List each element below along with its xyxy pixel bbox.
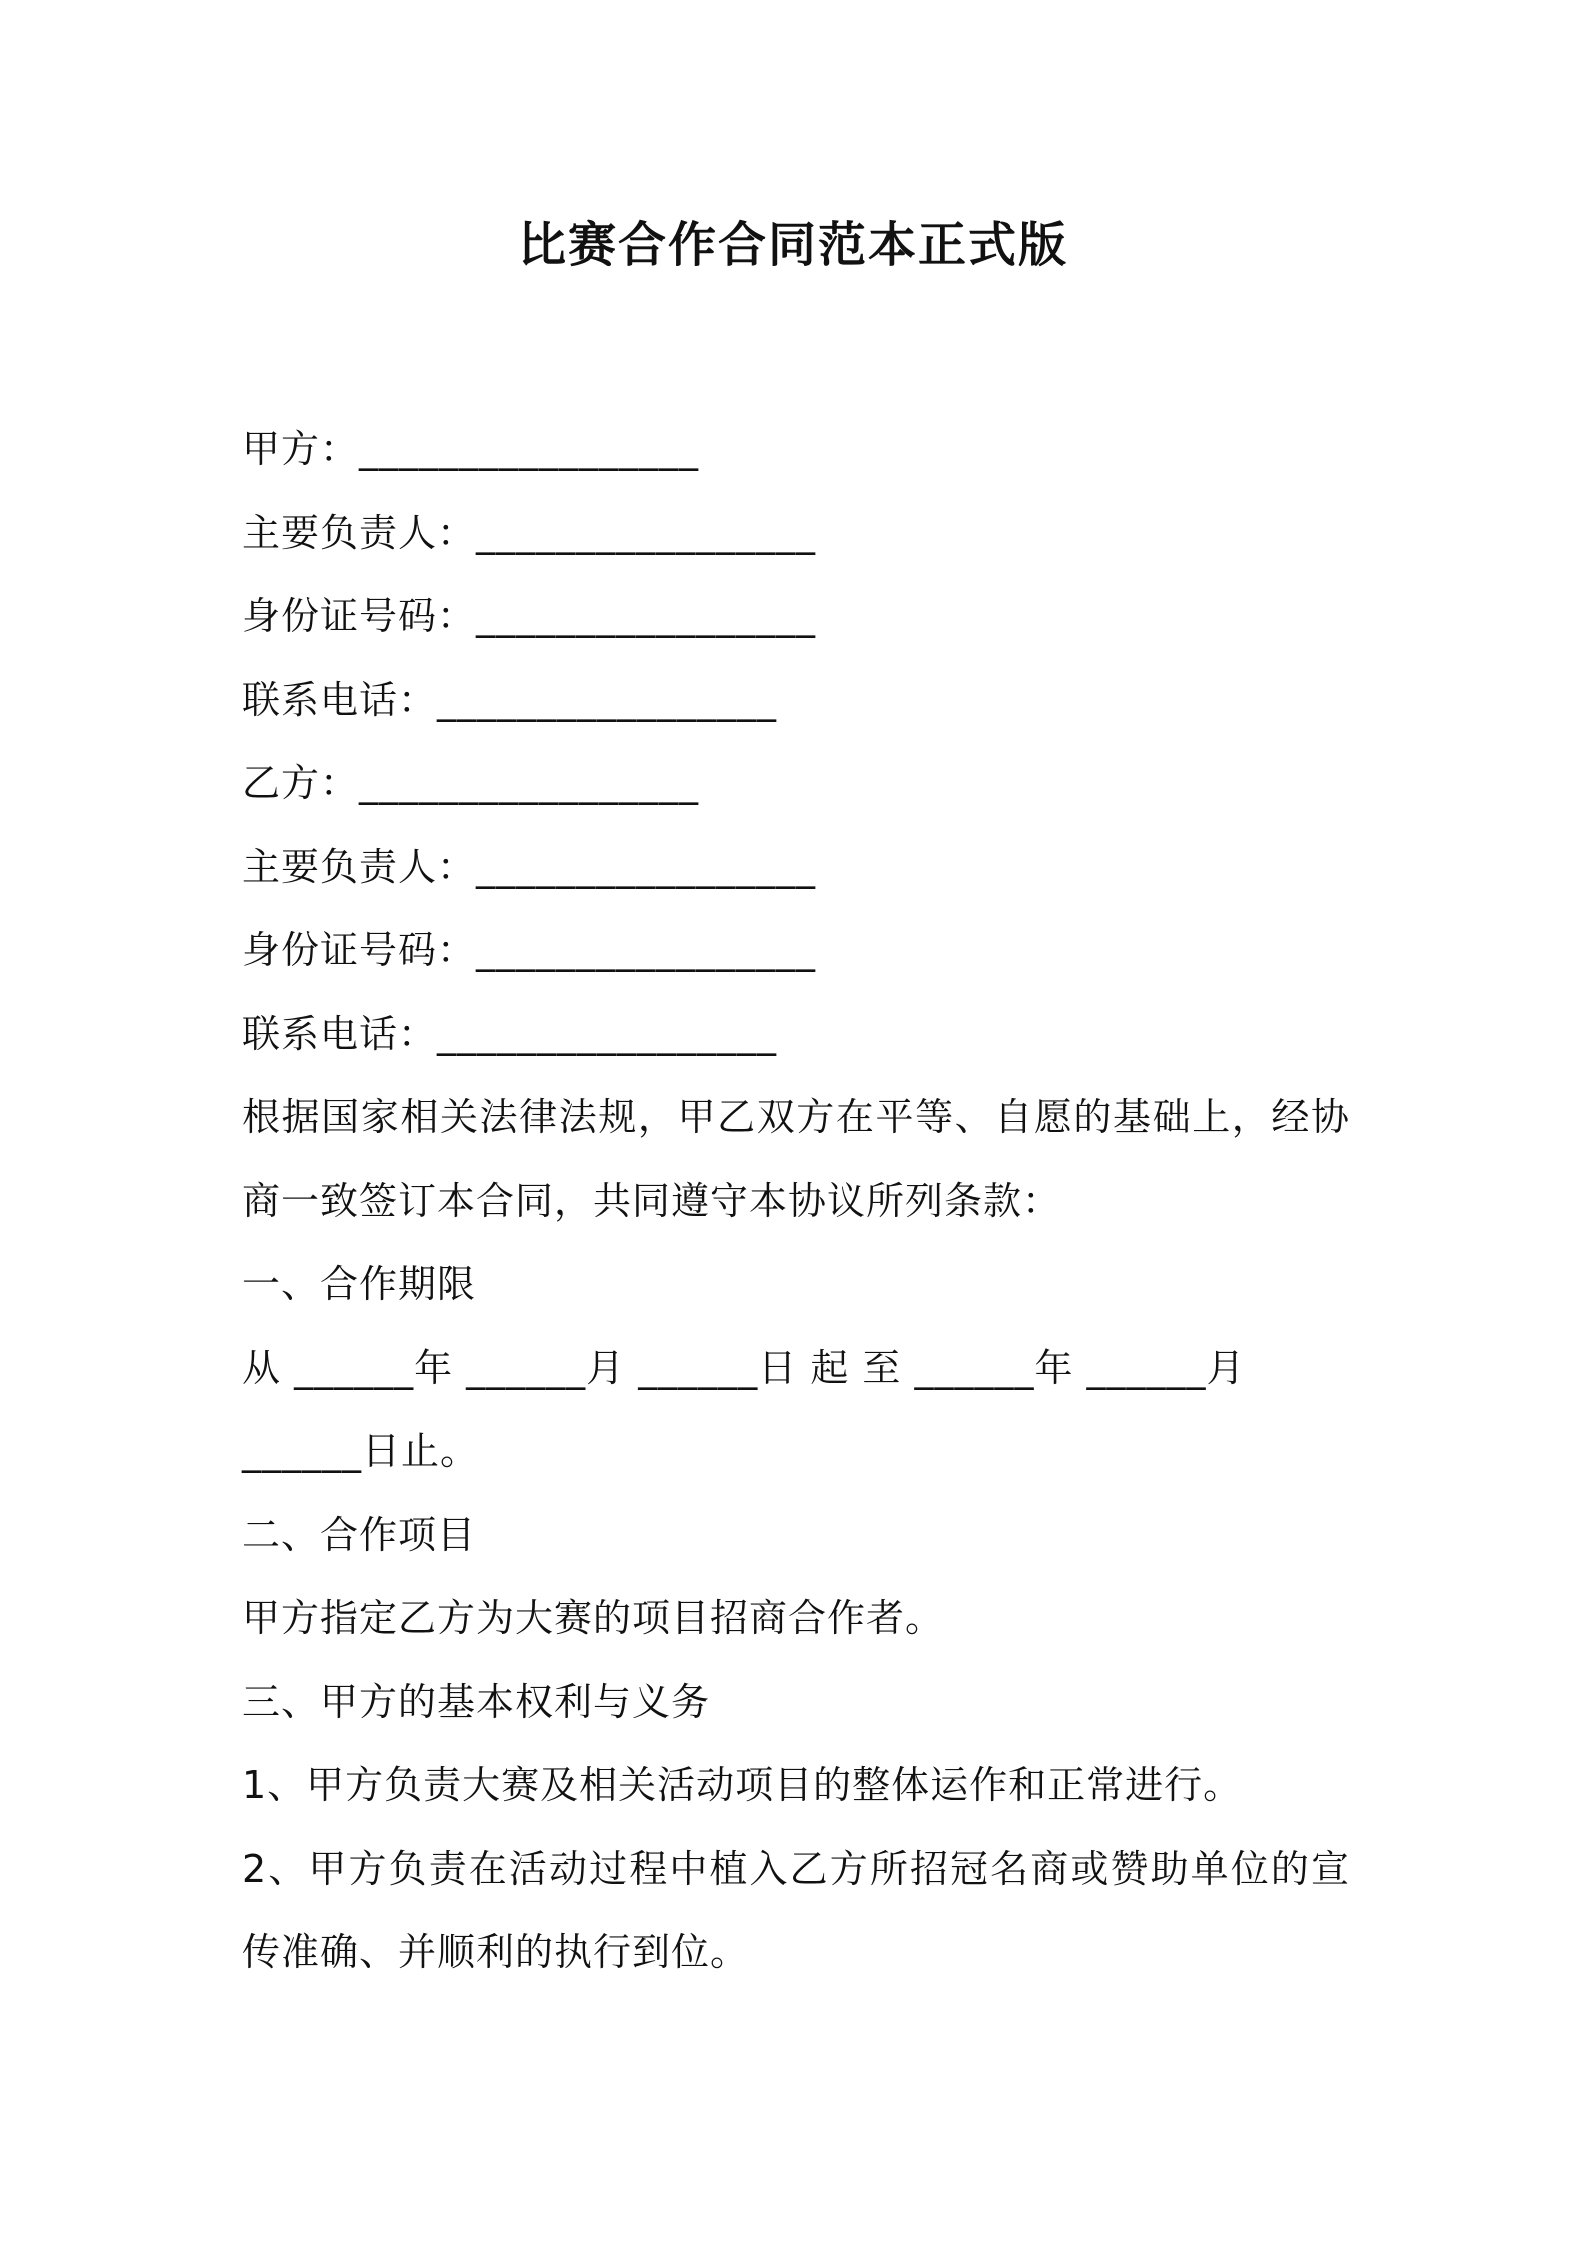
party-b-phone-row <box>242 993 1350 1077</box>
section-1-term-line-2: ______日止。 <box>242 1429 480 1473</box>
party-a-manager-row <box>242 492 1350 576</box>
section-3-item-1: 1、甲方负责大赛及相关活动项目的整体运作和正常进行。 <box>242 1763 1243 1807</box>
section-3-heading: 三、甲方的基本权利与义务 <box>242 1679 711 1724</box>
document-title: 比赛合作合同范本正式版 <box>517 217 1068 273</box>
party-b-name-label: 乙方： <box>242 761 360 805</box>
party-b-phone-label: 联系电话： <box>242 1011 438 1056</box>
party-b-id-row <box>242 909 1350 993</box>
party-b-id-label: 身份证号码： <box>242 928 477 972</box>
document-body <box>242 408 1350 1995</box>
party-a-name-label: 甲方： <box>242 427 360 471</box>
party-b-name-row <box>242 742 1350 826</box>
preamble-paragraph: 根据国家相关法律法规，甲乙双方在平等、自愿的基础上，经协商一致签订本合同，共同遵守本协议所列条款： <box>242 1095 1350 1223</box>
section-1-heading: 一、合作期限 <box>242 1262 477 1306</box>
party-b-manager-label: 主要负责人： <box>242 844 477 889</box>
party-a-name-blank: _________________ <box>359 427 700 471</box>
party-b-name-blank: _________________ <box>359 761 700 805</box>
party-b-phone-blank: _________________ <box>437 1011 778 1056</box>
section-3-item-2: 2、甲方负责在活动过程中植入乙方所招冠名商或赞助单位的宣传准确、并顺利的执行到位。 <box>242 1846 1350 1974</box>
party-a-manager-blank: _________________ <box>476 510 817 555</box>
party-b-manager-row <box>242 826 1350 910</box>
party-a-phone-label: 联系电话： <box>242 677 438 722</box>
party-a-name-row <box>242 408 1350 492</box>
party-b-manager-blank: _________________ <box>476 844 817 889</box>
party-a-manager-label: 主要负责人： <box>242 510 477 555</box>
party-a-id-blank: _________________ <box>476 594 817 638</box>
party-a-phone-row <box>242 659 1350 743</box>
party-a-id-label: 身份证号码： <box>242 594 477 638</box>
section-2-body: 甲方指定乙方为大赛的项目招商合作者。 <box>242 1596 945 1640</box>
party-a-id-row <box>242 575 1350 659</box>
party-a-phone-blank: _________________ <box>437 677 778 722</box>
party-b-id-blank: _________________ <box>476 928 817 972</box>
section-1-term-line-1: 从 ______年 ______月 ______日 起 至 ______年 ______月 <box>242 1345 1246 1390</box>
section-2-heading: 二、合作项目 <box>242 1512 477 1557</box>
